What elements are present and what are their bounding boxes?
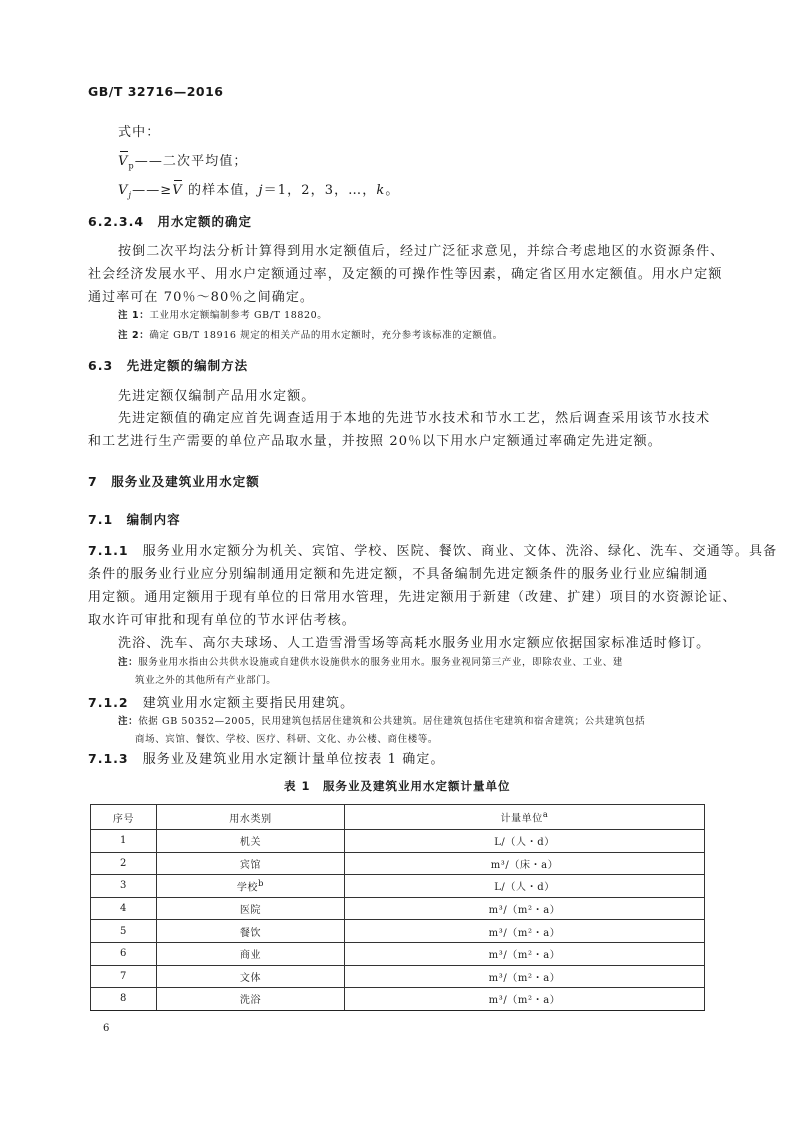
cell-category-text: 医院: [239, 905, 262, 917]
formula-legend-text-2: 的样本值，: [182, 183, 259, 198]
cell-category-footnote-mark: b: [258, 878, 265, 889]
header-category: 用水类别: [157, 805, 345, 830]
cell-category: [157, 852, 345, 875]
s713-number: 7.1.3: [88, 751, 129, 766]
formula-legend-line-1: [118, 150, 248, 171]
cell-seq: 6: [91, 942, 157, 965]
cell-category: [157, 920, 345, 943]
cell-category: [157, 830, 345, 853]
table-row: [91, 852, 705, 875]
cell-seq: 8: [91, 988, 157, 1011]
cell-category: [157, 875, 345, 898]
header-unit-footnote-mark: a: [542, 809, 549, 820]
period: 。: [385, 183, 400, 198]
table-row: [91, 942, 705, 965]
header-unit: [345, 805, 705, 830]
standard-code-header: GB/T 32716—2016: [88, 84, 224, 99]
cell-unit: m³/（m²・a）: [345, 920, 705, 943]
var-j: j: [258, 183, 264, 198]
note-1-text: 工业用水定额编制参考 GB/T 18820。: [149, 310, 328, 321]
s712-note-text-1: 依据 GB 50352—2005，民用建筑包括居住建筑和公共建筑。居住建筑包括住宅建筑和宿舍建筑；公共建筑包括: [138, 716, 646, 727]
cell-unit: m³/（床・a）: [345, 852, 705, 875]
j-values: ＝1，2，3，…，: [263, 183, 377, 198]
v-bar-symbol: V: [118, 154, 129, 169]
note-1: [118, 307, 327, 321]
s711-number: 7.1.1: [88, 543, 129, 558]
s713-text: 服务业及建筑业用水定额计量单位按表 1 确定。: [142, 752, 445, 767]
s6234-para-line-1: 按倒二次平均法分析计算得到用水定额值后，经过广泛征求意见，并综合考虑地区的水资源条件、: [118, 244, 725, 259]
cell-category: [157, 942, 345, 965]
cell-category-text: 餐饮: [239, 927, 262, 939]
v-subscript-j: j: [128, 190, 133, 200]
s712-note-line-2: 商场、宾馆、餐饮、学校、医疗、科研、文化、办公楼、商住楼等。: [135, 734, 439, 745]
v-bar-symbol-2: V: [172, 183, 183, 198]
cell-unit: m³/（m²・a）: [345, 988, 705, 1011]
s711-note-text-1: 服务业用水指由公共供水设施或自建供水设施供水的服务业用水。服务业视同第三产业，即除农业、工业、建: [138, 657, 624, 668]
s63-para-2-line-1: 先进定额值的确定应首先调查适用于本地的先进节水技术和节水工艺，然后调查采用该节水技术: [118, 411, 711, 426]
cell-unit: m³/（m²・a）: [345, 897, 705, 920]
cell-category: [157, 988, 345, 1011]
s712-text: 建筑业用水定额主要指民用建筑。: [142, 696, 355, 711]
s711-line-4: 取水许可审批和现有单位的节水评估考核。: [88, 613, 356, 628]
cell-unit: L/（人・d）: [345, 875, 705, 898]
cell-category-text: 文体: [239, 972, 262, 984]
table-1-caption: 表 1 服务业及建筑业用水定额计量单位: [284, 779, 511, 793]
s711-line-1: [88, 540, 777, 559]
s63-para-2-line-2: 和工艺进行生产需要的单位产品取水量，并按照 20％以下用水户定额通过率确定先进定额。: [88, 434, 662, 449]
table-row: [91, 897, 705, 920]
cell-unit: L/（人・d）: [345, 830, 705, 853]
s711-note-label: 注：: [118, 657, 139, 668]
s63-para-1: 先进定额仅编制产品用水定额。: [118, 389, 316, 404]
header-seq: 序号: [91, 805, 157, 830]
v-subscript-p: p: [128, 161, 135, 171]
table-row: [91, 830, 705, 853]
cell-category-text: 洗浴: [239, 995, 262, 1007]
heading-7: 7 服务业及建筑业用水定额: [88, 474, 260, 489]
formula-legend-line-2: [118, 179, 399, 200]
table-row: [91, 875, 705, 898]
cell-category-text: 商业: [239, 950, 262, 962]
s711-note-line-2: 筑业之外的其他所有产业部门。: [135, 675, 277, 686]
s712-line: [88, 692, 354, 711]
note-2-text: 确定 GB/T 18916 规定的相关产品的用水定额时，充分参考该标准的定额值。: [149, 330, 503, 341]
s711-line-3: 用定额。通用定额用于现有单位的日常用水管理，先进定额用于新建（改建、扩建）项目的水资源论证、: [88, 590, 737, 605]
note-1-label: 注 1：: [118, 310, 150, 321]
v-symbol: V: [118, 183, 129, 198]
table-header-row: [91, 805, 705, 830]
s6234-para-line-2: 社会经济发展水平、用水户定额通过率，及定额的可操作性等因素，确定省区用水定额值。用水户定额: [88, 267, 723, 282]
cell-seq: 2: [91, 852, 157, 875]
cell-category-text: 学校: [236, 882, 259, 894]
cell-seq: 7: [91, 965, 157, 988]
s711-note-line-1: [118, 654, 623, 668]
table-1: [90, 804, 705, 1011]
cell-category-text: 机关: [239, 837, 262, 849]
table-row: [91, 920, 705, 943]
header-unit-label: 计量单位: [500, 813, 543, 825]
s711-text-1: 服务业用水定额分为机关、宾馆、学校、医院、餐饮、商业、文体、洗浴、绿化、洗车、交通等。具备: [142, 544, 778, 559]
dash-geq: ——≥: [132, 183, 173, 198]
s712-note-line-1: [118, 713, 645, 727]
table-row: [91, 965, 705, 988]
table-row: [91, 988, 705, 1011]
s713-line: [88, 748, 445, 767]
formula-legend-text-1: ——二次平均值；: [134, 154, 248, 169]
var-k: k: [376, 183, 386, 198]
note-2-label: 注 2：: [118, 330, 150, 341]
s6234-para-line-3: 通过率可在 70％～80％之间确定。: [88, 290, 315, 305]
s711-line-2: 条件的服务业行业应分别编制通用定额和先进定额，不具备编制先进定额条件的服务业行业应编制通: [88, 567, 709, 582]
cell-category: [157, 965, 345, 988]
cell-seq: 4: [91, 897, 157, 920]
s711-para-2: 洗浴、洗车、高尔夫球场、人工造雪滑雪场等高耗水服务业用水定额应依据国家标准适时修订。: [118, 636, 711, 651]
cell-unit: m³/（m²・a）: [345, 942, 705, 965]
heading-6-2-3-4: 6.2.3.4 用水定额的确定: [88, 214, 253, 229]
cell-seq: 3: [91, 875, 157, 898]
s712-note-label: 注：: [118, 716, 139, 727]
s712-number: 7.1.2: [88, 695, 129, 710]
cell-category: [157, 897, 345, 920]
cell-seq: 1: [91, 830, 157, 853]
formula-intro: 式中：: [118, 125, 161, 140]
heading-6-3: 6.3 先进定额的编制方法: [88, 358, 249, 373]
page-number: 6: [103, 1023, 110, 1034]
cell-unit: m³/（m²・a）: [345, 965, 705, 988]
note-2: [118, 327, 503, 341]
cell-seq: 5: [91, 920, 157, 943]
cell-category-text: 宾馆: [239, 859, 262, 871]
heading-7-1: 7.1 编制内容: [88, 512, 181, 527]
